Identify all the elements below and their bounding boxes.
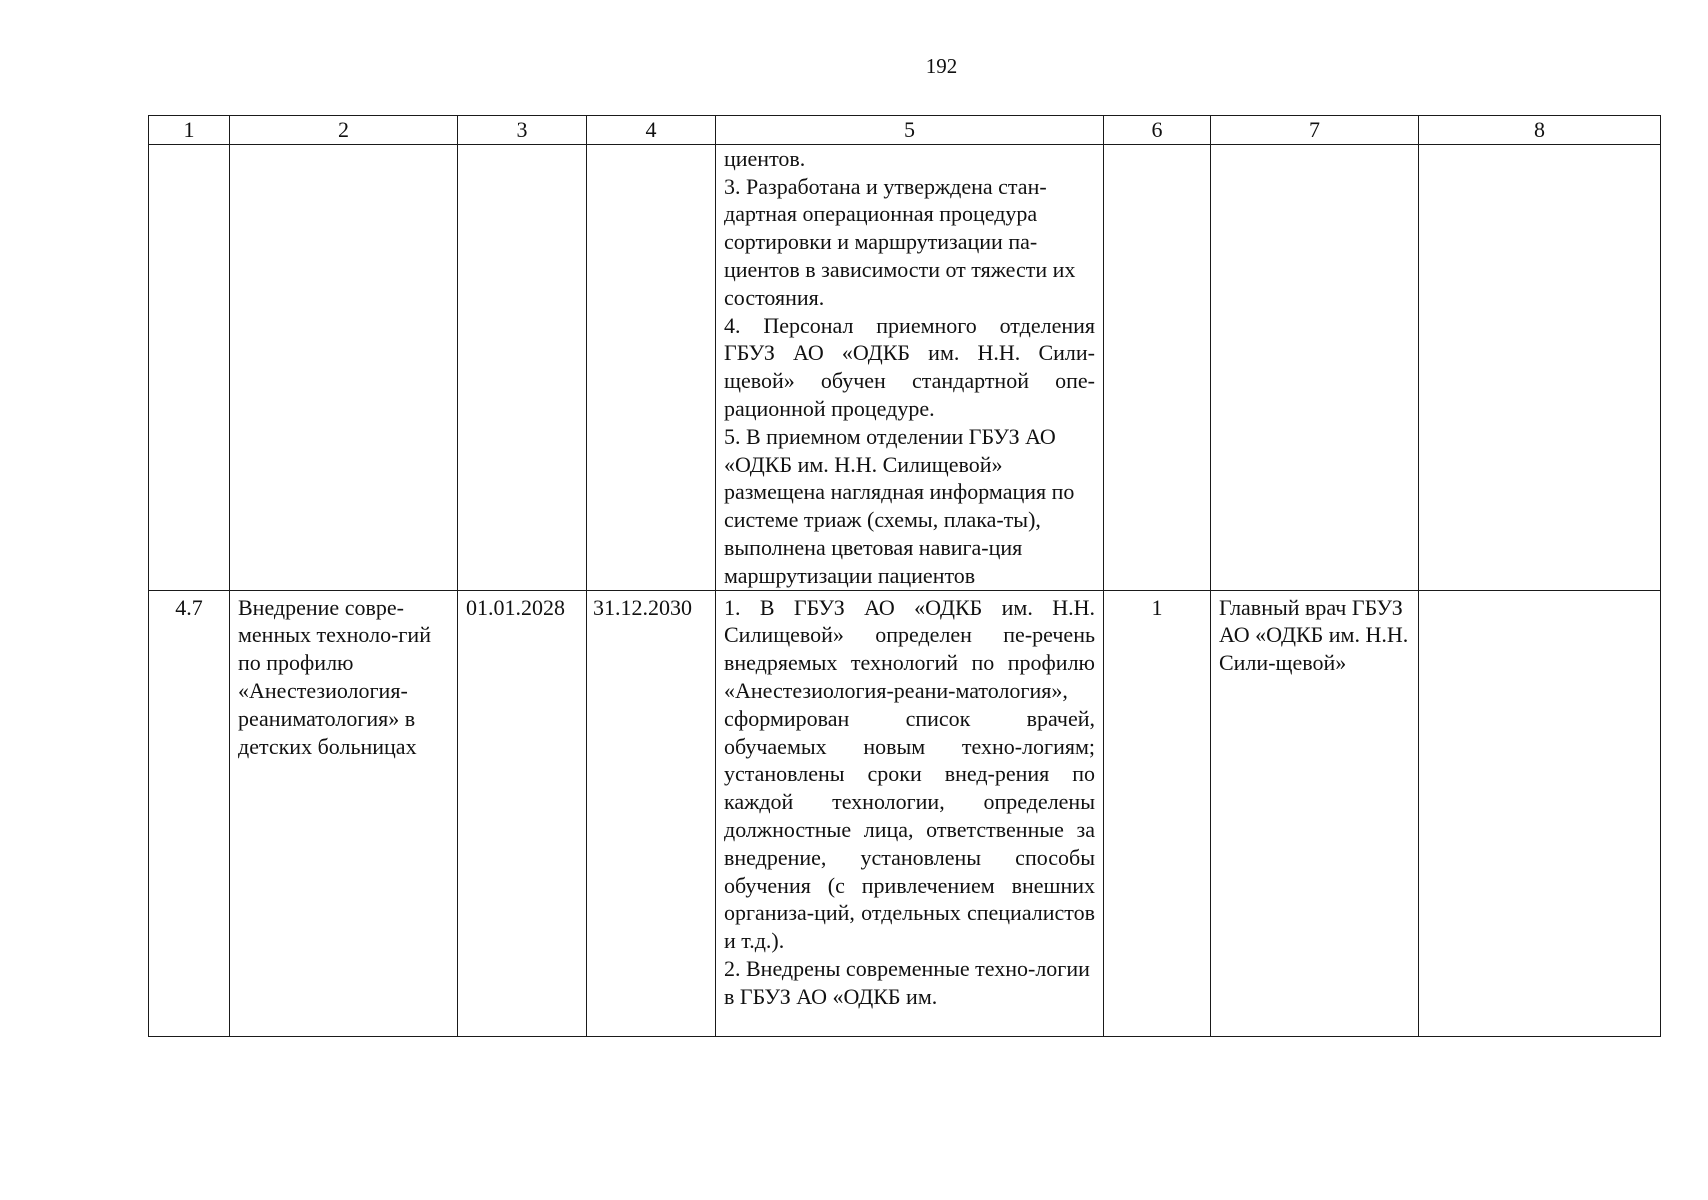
column-8-cell xyxy=(1419,590,1661,1036)
column-number-7: 7 xyxy=(1211,116,1419,145)
table-cell-empty xyxy=(458,144,587,590)
item-name: Внедрение совре-менных техноло-гий по профилю «Анестезиология-реаниматология» в детских больницах xyxy=(238,594,431,759)
result-text xyxy=(716,591,1103,1011)
responsible-person: Главный врач ГБУЗ АО «ОДКБ им. Н.Н. Сили-щевой» xyxy=(1219,594,1409,676)
table-cell-empty xyxy=(587,144,716,590)
end-date: 31.12.2030 xyxy=(593,594,692,620)
result-paragraph: циентов. xyxy=(724,145,806,171)
indicator-cell xyxy=(1104,590,1211,1036)
table-cell-empty xyxy=(230,144,458,590)
column-number-3: 3 xyxy=(458,116,587,145)
column-number-2: 2 xyxy=(230,116,458,145)
result-paragraph: 2. Внедрены современные техно-логии в ГБУЗ АО «ОДКБ им. xyxy=(724,955,1090,1009)
start-date: 01.01.2028 xyxy=(466,594,565,620)
result-cell xyxy=(716,590,1104,1036)
column-8-value xyxy=(1419,591,1660,594)
column-number-1: 1 xyxy=(149,116,230,145)
table-row-4-7 xyxy=(149,590,1661,1036)
column-number-6: 6 xyxy=(1104,116,1211,145)
start-date-cell xyxy=(458,590,587,1036)
column-number-4: 4 xyxy=(587,116,716,145)
table-cell-empty xyxy=(149,144,230,590)
indicator-value: 1 xyxy=(1151,594,1163,620)
result-paragraph: 1. В ГБУЗ АО «ОДКБ им. Н.Н. Силищевой» определен пе-речень внедряемых технологий по профилю «Анестезиология-реани-матология», сформирован список врачей, обучаемых новым техно-логиям; установлены сроки внед-рения по каждой технологии, определены должностные лица, ответственные за внедрение, установлены способы обучения (с привлечением внешних организа-ций, отдельных специалистов и т.д.). xyxy=(724,594,1095,954)
end-date-cell xyxy=(587,590,716,1036)
column-number-row xyxy=(149,116,1661,145)
column-number-8: 8 xyxy=(1419,116,1661,145)
measures-table xyxy=(148,115,1661,1037)
responsible-cell xyxy=(1211,590,1419,1036)
column-number-5: 5 xyxy=(716,116,1104,145)
table-row-continuation xyxy=(149,144,1661,590)
continued-result-text xyxy=(716,145,1103,590)
page-number: 192 xyxy=(925,54,958,78)
result-paragraph: 4. Персонал приемного отделения ГБУЗ АО «ОДКБ им. Н.Н. Сили-щевой» обучен стандартной опе-рационной процедуре. xyxy=(724,312,1095,421)
table-cell-empty xyxy=(1419,144,1661,590)
item-number: 4.7 xyxy=(175,594,203,620)
table-cell-empty xyxy=(1211,144,1419,590)
item-number-cell xyxy=(149,590,230,1036)
result-paragraph: 3. Разработана и утверждена стан-дартная операционная процедура сортировки и маршрутизации па-циентов в зависимости от тяжести их состояния. xyxy=(724,173,1076,310)
item-name-cell xyxy=(230,590,458,1036)
continued-result-cell xyxy=(716,144,1104,590)
table-cell-empty xyxy=(1104,144,1211,590)
result-paragraph: 5. В приемном отделении ГБУЗ АО «ОДКБ им. Н.Н. Силищевой» размещена наглядная информация по системе триаж (схемы, плака-ты), выполнена цветовая навига-ция маршрутизации пациентов xyxy=(724,423,1075,588)
